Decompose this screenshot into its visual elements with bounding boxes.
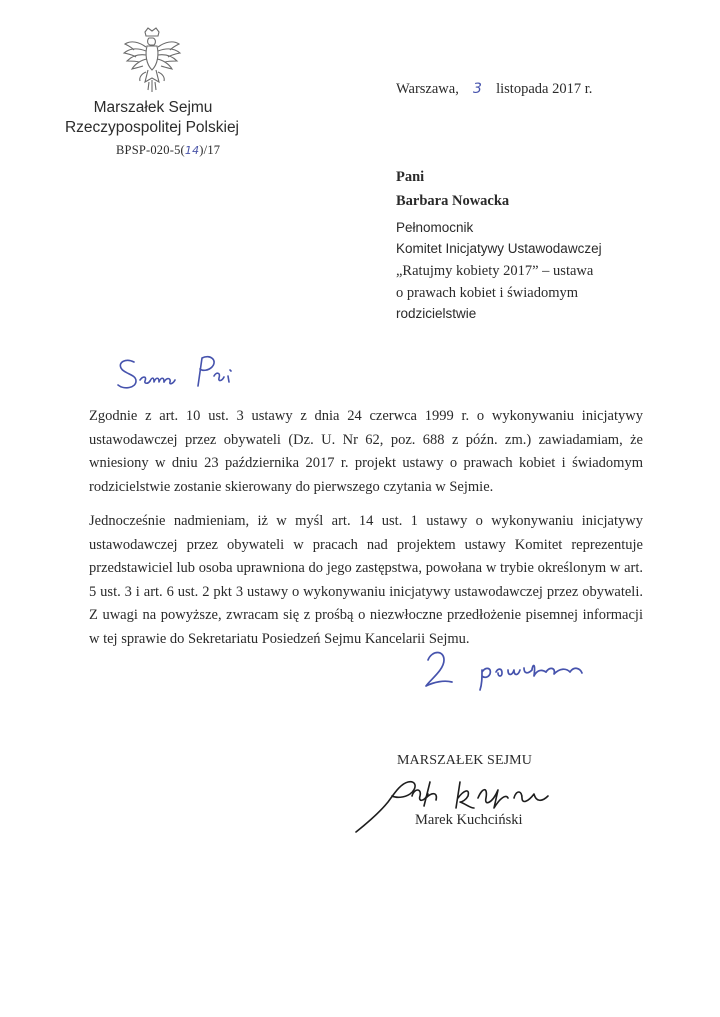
recipient-name: Barbara Nowacka [396,193,510,209]
recipient-org-line: „Ratujmy kobiety 2017” – ustawa [396,263,594,279]
recipient-org-line: Komitet Inicjatywy Ustawodawczej [396,241,602,256]
body-paragraph: Zgodnie z art. 10 ust. 3 ustawy z dnia 24 czerwca 1999 r. o wykonywaniu inicjatywy ustawodawczej przez obywateli (Dz. U. Nr 62, poz. 688 z późn. zm.) zawiadamiam, że wniesiony w dniu 23 października 2017 r. projekt ustawy o prawach kobiet i świadomym rodzicielstwie zostanie skierowany do pierwszego czytania w Sejmie. [89,408,643,495]
office-subtitle: Rzeczypospolitej Polskiej [64,119,240,136]
handwritten-greeting-text: Szanowna Pani [112,398,119,399]
reference-number [116,143,220,158]
date-day: 3 [473,81,482,97]
handwritten-closing [420,640,620,696]
recipient-salutation: Pani [396,169,425,185]
handwritten-closing-text: z poważaniem [420,695,426,696]
date-line [396,81,592,98]
recipient-org-line: rodzicielstwie [396,306,477,321]
date-month-year: listopada 2017 r. [496,81,593,97]
signatory-name: Marek Kuchciński [415,812,523,828]
handwritten-greeting [112,350,262,400]
recipient-org-line: o prawach kobiet i świadomym [396,285,579,301]
signatory-title: MARSZAŁEK SEJMU [397,753,532,768]
body-paragraph: Jednocześnie nadmieniam, iż w myśl art. 14 ust. 1 ustawy o wykonywaniu inicjatywy ustawodawczej przez obywateli w pracach nad projektem ustawy Komitet reprezentuje przedstawiciel lub osoba uprawniona do jego zastępstwa, powołana w trybie określonym w art. 5 ust. 3 i art. 6 ust. 2 pkt 3 ustawy o wykonywaniu inicjatywy ustawodawczej przez obywateli. Z uwagi na powyższe, zwracam się z prośbą o niezwłoczne przedłożenie pisemnej informacji w tej sprawie do Sekretariatu Posiedzeń Sejmu Kancelarii Sejmu. [89,513,643,647]
reference-suffix: )/17 [199,143,221,157]
eagle-emblem-icon [121,26,183,94]
reference-handwritten: 14 [184,144,200,157]
recipient-role: Pełnomocnik [396,220,474,235]
signature-text: Marek Kuchciński [352,837,360,838]
date-city: Warszawa, [396,81,459,97]
reference-prefix: BPSP-020-5( [116,143,185,157]
office-title: Marszałek Sejmu [93,99,213,116]
